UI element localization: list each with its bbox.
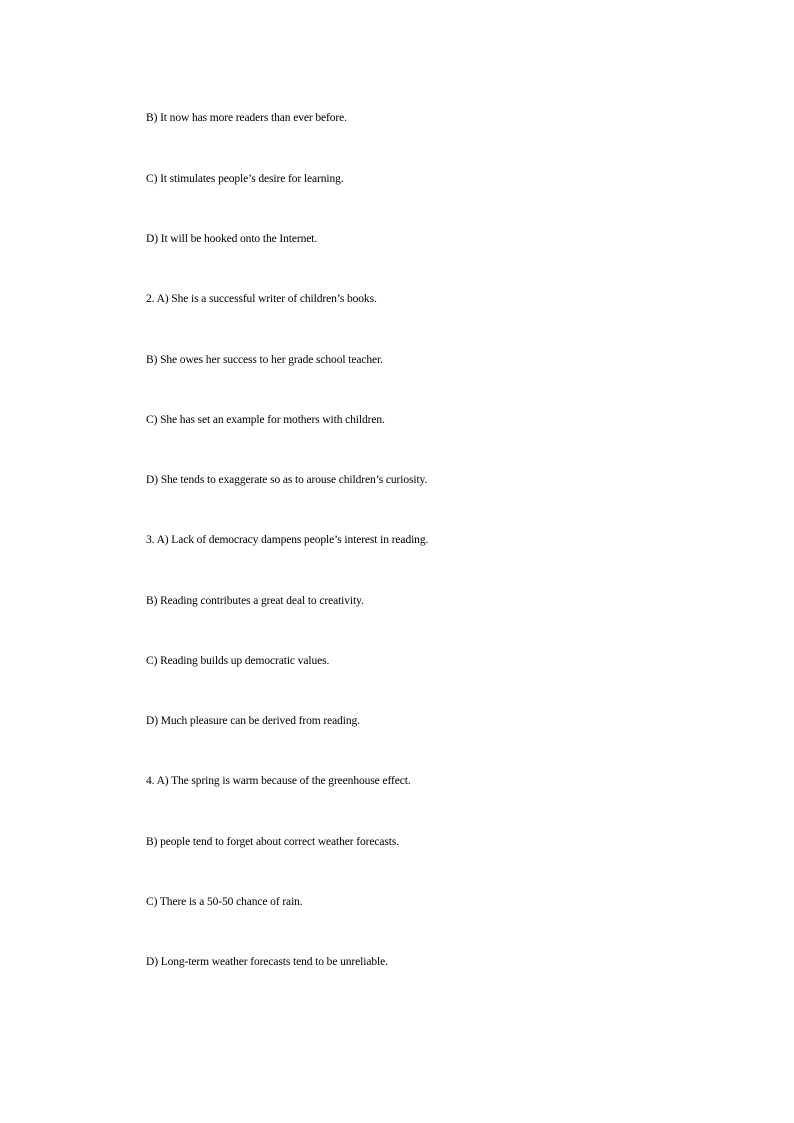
option-line-2d: D) She tends to exaggerate so as to arouse children’s curiosity. (146, 474, 428, 486)
option-line-2c: C) She has set an example for mothers with children. (146, 414, 385, 426)
option-line-4d: D) Long-term weather forecasts tend to be unreliable. (146, 956, 388, 968)
option-line-3b: B) Reading contributes a great deal to creativity. (146, 595, 364, 607)
option-line-2a: 2. A) She is a successful writer of children’s books. (146, 293, 377, 305)
option-line-2b: B) She owes her success to her grade school teacher. (146, 354, 383, 366)
option-line-3a: 3. A) Lack of democracy dampens people’s interest in reading. (146, 534, 429, 546)
option-line-4b: B) people tend to forget about correct weather forecasts. (146, 836, 400, 848)
option-line-1c: C) It stimulates people’s desire for learning. (146, 173, 344, 185)
option-line-3c: C) Reading builds up democratic values. (146, 655, 330, 667)
option-line-1d: D) It will be hooked onto the Internet. (146, 233, 318, 245)
option-line-3d: D) Much pleasure can be derived from reading. (146, 715, 360, 727)
option-line-4a: 4. A) The spring is warm because of the greenhouse effect. (146, 775, 411, 787)
option-line-4c: C) There is a 50-50 chance of rain. (146, 896, 303, 908)
option-line-1b: B) It now has more readers than ever before. (146, 112, 347, 124)
